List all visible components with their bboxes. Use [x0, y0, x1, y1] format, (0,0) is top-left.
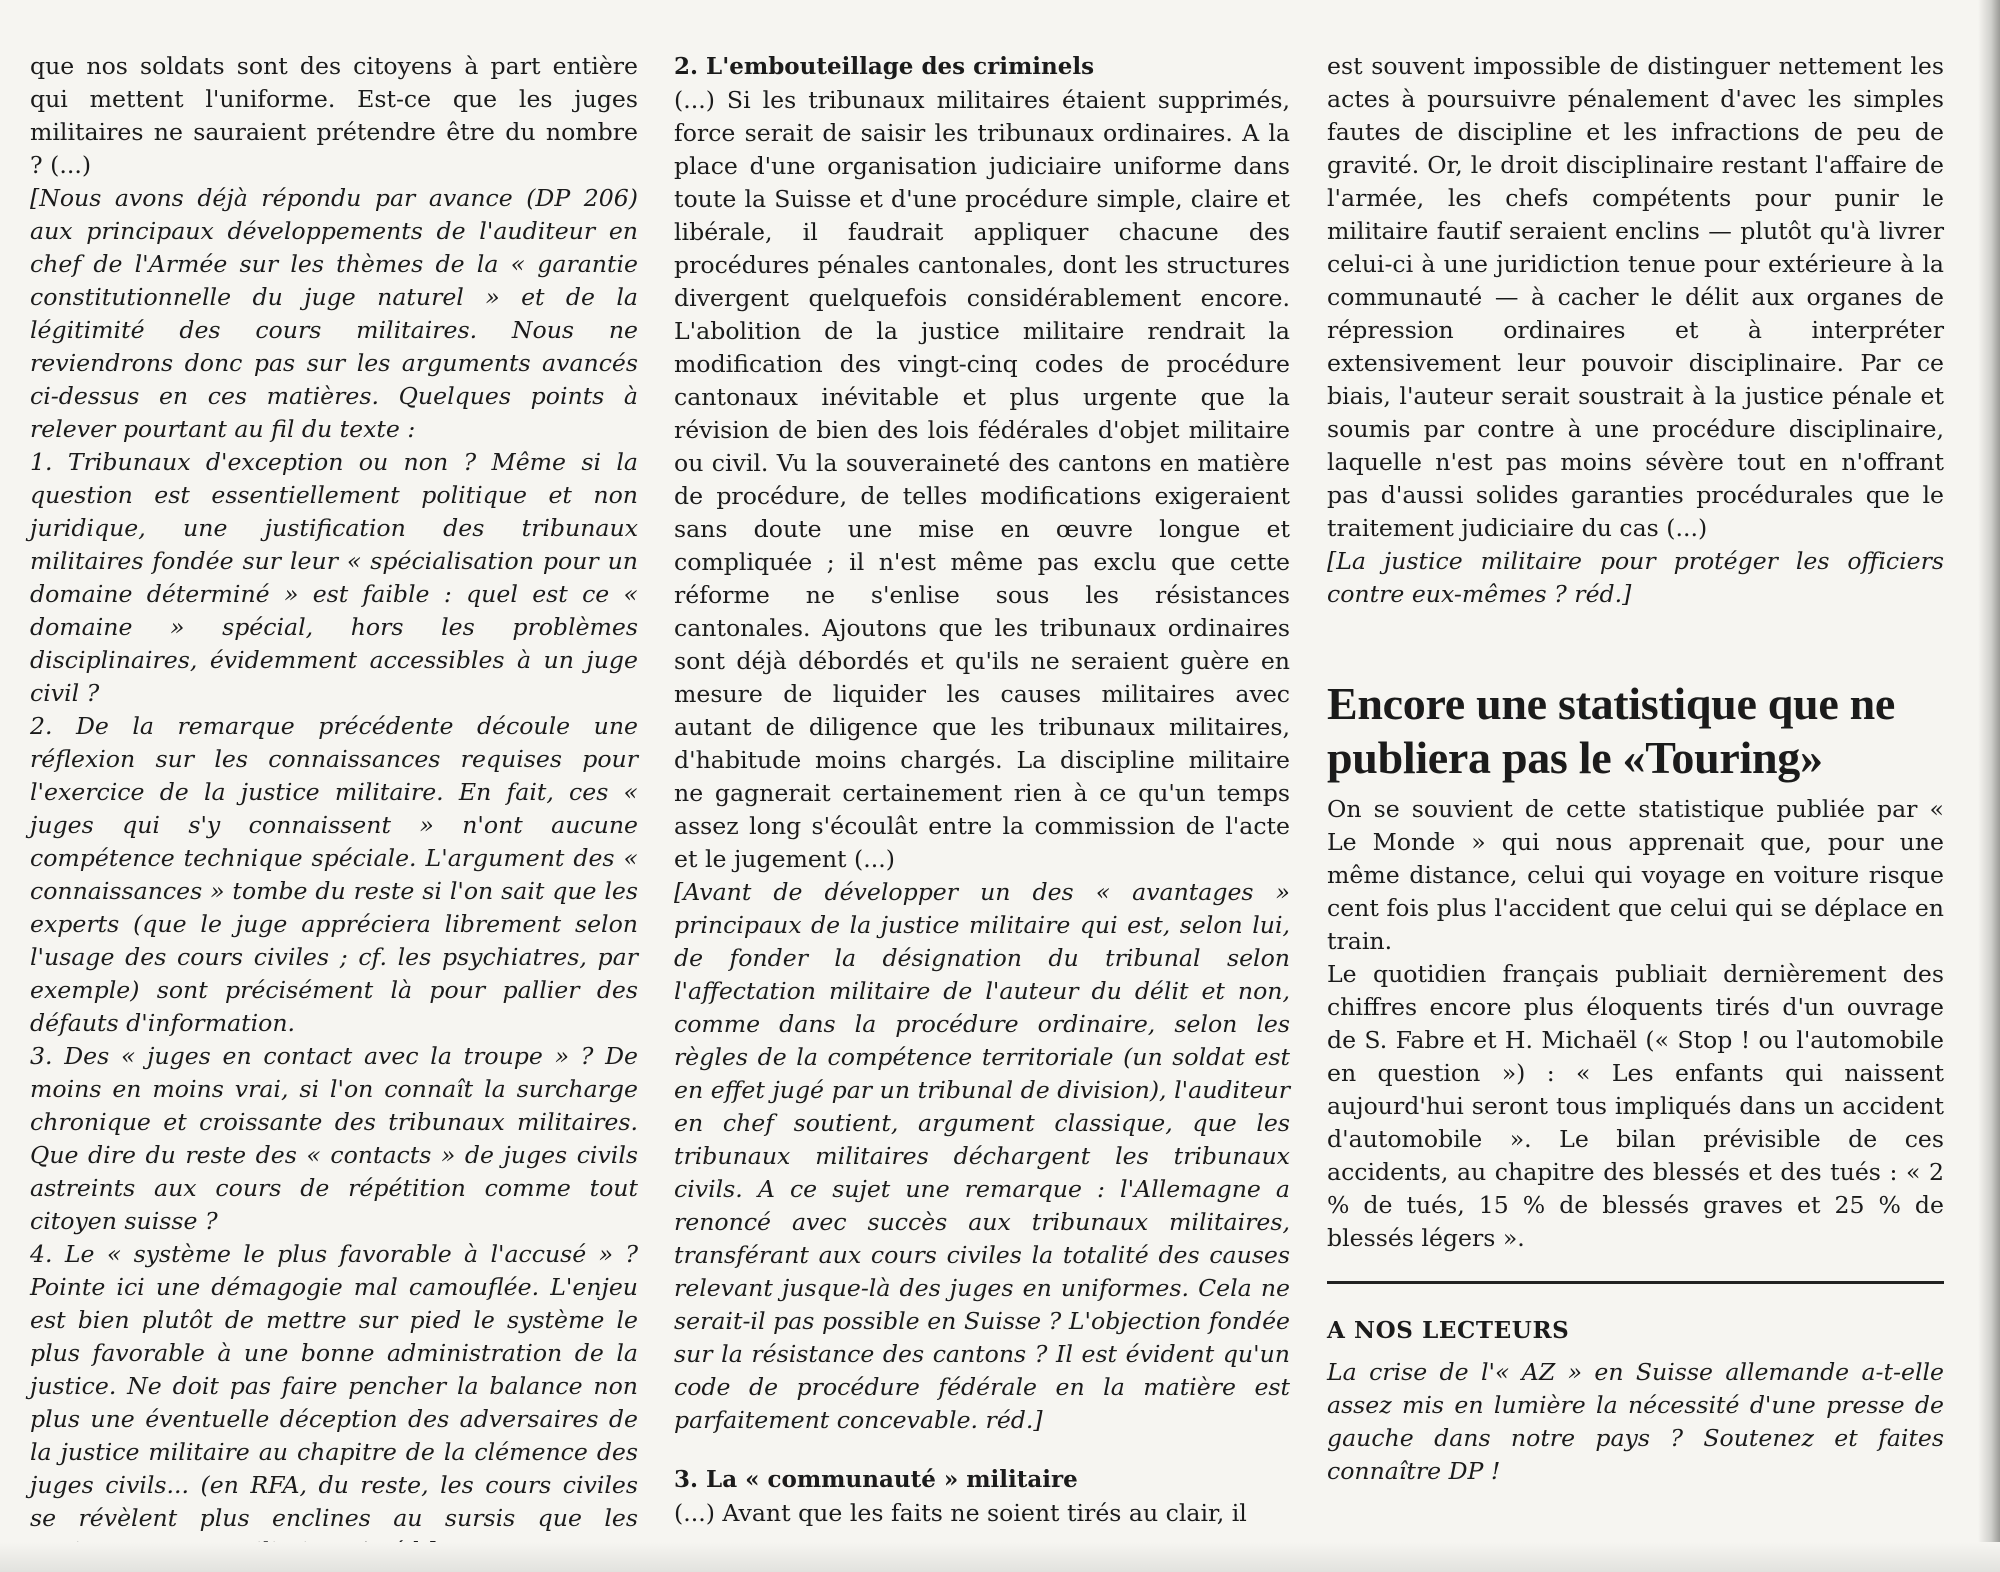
paragraph: que nos soldats sont des citoyens à part entière qui mettent l'uniforme. Est-ce que les juges militaires ne sauraient prétendre être du nombre ? (...) [30, 52, 638, 179]
section-heading: 2. L'embouteillage des criminels [674, 53, 1095, 80]
editorial-point-4: 4. Le « système le plus favorable à l'accusé » ? Pointe ici une démagogie mal camouflée. L'enjeu est bien plutôt de mettre sur pied le système le plus favorable à une bonne administration de la justice. Ne doit pas faire pencher la balance non plus une éventuelle déception des adversaires de la justice militaire au chapitre de la clémence des juges civils... (en RFA, du reste, les cours civiles se révèlent plus enclines au sursis que les [30, 1240, 638, 1532]
column-middle [674, 50, 1290, 1530]
page-edge-shadow [1978, 0, 2000, 1572]
editorial-point-2: 2. De la remarque précédente découle une réflexion sur les connaissances requises pour l'exercice de la justice militaire. En fait, ces « juges qui s'y connaissent » n'ont aucune compétence technique spéciale. L'argument des « connaissances » tombe du reste si l'on sait que les experts (que le juge appréciera librement selon l'usage des cours civiles ; cf. les psychiatres, par exemple) sont précisément là pour pallier des défauts d'information. [30, 712, 638, 1037]
column-left [30, 50, 638, 1568]
article-headline: Encore une statistique que ne publiera pas le «Touring» [1327, 678, 1896, 783]
paragraph: est souvent impossible de distinguer nettement les actes à poursuivre pénalement d'avec les simples fautes de discipline et les infractions de peu de gravité. Or, le droit disciplinaire restant l'affaire de l'armée, les chefs compétents pour punir le militaire fautif seraient enclins — plutôt qu'à livrer celui-ci à une juridiction tenue pour extérieure à la communauté — à cacher le délit aux organes de répression ordinaires et à interpréter extensivement leur pouvoir disciplinaire. Par ce biais, l'auteur serait soustrait à la justice pénale et soumis par contre à une procédure disciplinaire, laquelle n'est pas moins sévère tout en n'offrant pas d'aussi solides garanties procédurales que le traitement judiciaire du cas (...) [1327, 52, 1944, 542]
paragraph: Le quotidien français publiait dernièrement des chiffres encore plus éloquents tirés d'un ouvrage de S. Fabre et H. Michaël (« Stop ! ou l'automobile en question ») : « Les enfants qui naissent aujourd'hui seront tous impliqués dans un accident d'automobile ». Le bilan prévisible de ces accidents, au chapitre des blessés et des tués : « 2 % de tués, 15 % de blessés graves et 25 % de blessés légers ». [1327, 960, 1944, 1252]
page-bottom-shadow [0, 1542, 2000, 1572]
editorial-note: [La justice militaire pour protéger les officiers contre eux-mêmes ? réd.] [1327, 547, 1944, 608]
notice-text: La crise de l'« AZ » en Suisse allemande a-t-elle assez mis en lumière la nécessité d'une presse de gauche dans notre pays ? Soutenez et faites connaître DP ! [1327, 1358, 1944, 1485]
editorial-note: [Avant de développer un des « avantages » principaux de la justice militaire qui est, selon lui, de fonder la désignation du tribunal selon l'affectation militaire de l'auteur du délit et non, comme dans la procédure ordinaire, selon les règles de la compétence territoriale (un soldat est en effet jugé par un tribunal de division), l'auditeur en chef soutient, argument classique, que les tribunaux militaires déchargent les tribunaux civils. A ce sujet une remarque : l'Allemagne a renoncé avec succès aux tribunaux militaires, transférant aux cours civiles la totalité des causes relevant jusque-là des juges en uniformes. Cela ne serait-il pas possible en Suisse ? L'objection fondée sur la résistance des cantons ? Il est évident qu'un code de procédure fédérale en la matière est parfaitement concevable. réd.] [674, 878, 1290, 1434]
notice-heading: A NOS LECTEURS [1327, 1317, 1570, 1344]
editorial-point-3: 3. Des « juges en contact avec la troupe » ? De moins en moins vrai, si l'on connaît la surcharge chronique et croissante des tribunaux militaires. Que dire du reste des « contacts » de juges civils astreints aux cours de répétition comme tout citoyen suisse ? [30, 1042, 638, 1235]
editorial-note: [Nous avons déjà répondu par avance (DP 206) aux principaux développements de l'auditeur en chef de l'Armée sur les thèmes de la « garantie constitutionnelle du juge naturel » et de la légitimité des cours militaires. Nous ne reviendrons donc pas sur les arguments avancés ci-dessus en ces matières. Quelques points à relever pourtant au fil du texte : [30, 184, 638, 443]
paragraph: (...) Si les tribunaux militaires étaient supprimés, force serait de saisir les tribunaux ordinaires. A la place d'une organisation judiciaire uniforme dans toute la Suisse et d'une procédure simple, claire et libérale, il faudrait appliquer chacune des procédures pénales cantonales, dont les structures divergent quelquefois considérablement encore. L'abolition de la justice militaire rendrait la modification des vingt-cinq codes de procédure cantonaux inévitable et plus urgente que la révision de bien des lois fédérales d'objet militaire ou civil. Vu la souveraineté des cantons en matière de procédure, de telles modifications exigeraient sans doute une mise en œuvre longue et compliquée ; il n'est même pas exclu que cette réforme ne s'enlise sous les résistances cantonales. Ajoutons que les tribunaux ordinaires sont déjà débordés et qu'ils ne seraient guère en mesure de liquider les causes militaires avec autant de diligence que les tribunaux militaires, d'habitude moins chargés. La discipline militaire ne gagnerait certainement rien à ce qu'un temps assez long s'écoulât entre la commission de l'acte et le jugement (...) [674, 86, 1290, 873]
divider [1327, 1281, 1944, 1284]
editorial-point-1: 1. Tribunaux d'exception ou non ? Même si la question est essentiellement politique et non juridique, une justification des tribunaux militaires fondée sur leur « spécialisation pour un domaine déterminé » est faible : quel est ce « domaine » spécial, hors les problèmes disciplinaires, évidemment accessibles à un juge civil ? [30, 448, 638, 707]
section-heading: 3. La « communauté » militaire [674, 1466, 1078, 1493]
paragraph: (...) Avant que les faits ne soient tirés au clair, il [674, 1499, 1247, 1527]
paragraph: On se souvient de cette statistique publiée par « Le Monde » qui nous apprenait que, pour une même distance, celui qui voyage en voiture risque cent fois plus l'accident que celui qui se déplace en train. [1327, 795, 1944, 955]
column-right [1327, 50, 1944, 1488]
